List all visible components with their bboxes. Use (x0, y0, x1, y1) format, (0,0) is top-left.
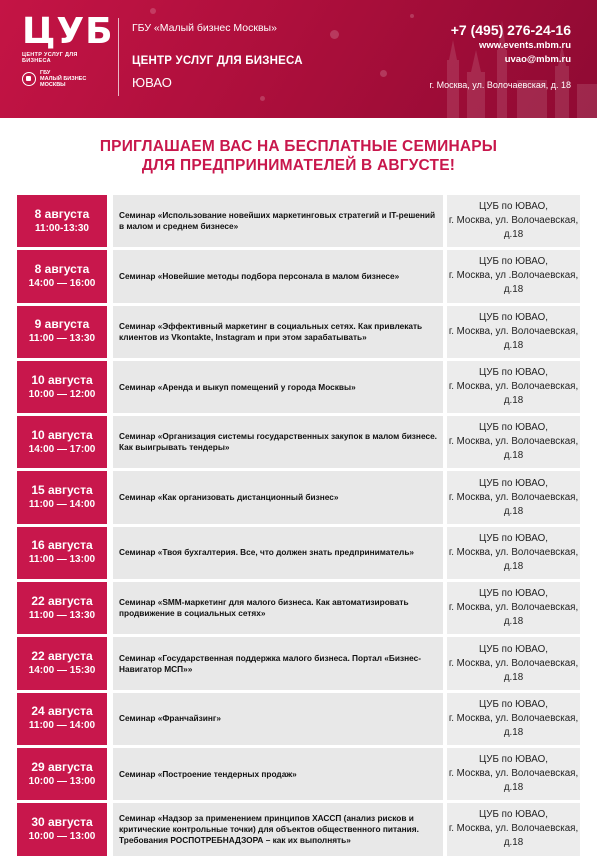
email-link[interactable]: uvao@mbm.ru (504, 54, 571, 65)
seminar-date: 30 августа (31, 814, 93, 829)
location-line: д.18 (503, 284, 524, 296)
seminar-date: 8 августа (34, 261, 90, 276)
location-cell (447, 250, 580, 304)
location-line: ЦУБ по ЮВАО, (479, 643, 548, 655)
seminar-time: 10:00 — 12:00 (28, 388, 96, 400)
date-cell (17, 582, 107, 636)
center-title: ЦЕНТР УСЛУГ ДЛЯ БИЗНЕСА (132, 55, 303, 67)
location-line: ЦУБ по ЮВАО, (479, 809, 548, 821)
location-line: д.18 (503, 616, 524, 628)
seminar-schedule-table (17, 194, 580, 858)
date-cell (17, 250, 107, 304)
seminar-title: Семинар «Эффективный маркетинг в социальных сетях. Как привлекать клиентов из Vkontakte, Instagram и при этом зарабатывать» (113, 306, 443, 360)
address: г. Москва, ул. Волочаевская, д. 18 (429, 80, 571, 90)
mbm-logo (22, 70, 86, 88)
title-line: ДЛЯ ПРЕДПРИНИМАТЕЛЕЙ В АВГУСТЕ! (141, 157, 456, 174)
date-cell (17, 195, 107, 249)
seminar-time: 11:00 — 13:00 (28, 554, 96, 566)
seminar-title: Семинар «SMM-маркетинг для малого бизнеса. Как автоматизировать продвижение в социальных сетях» (113, 582, 443, 636)
mbm-logo-line: МАЛЫЙ БИЗНЕС (40, 76, 87, 82)
table-row (17, 526, 580, 581)
mbm-logo-line: МОСКВЫ (40, 82, 66, 88)
location-line: ЦУБ по ЮВАО, (479, 532, 548, 544)
seminar-date: 24 августа (31, 704, 93, 719)
decor-dot (150, 8, 156, 14)
seminar-title: Семинар «Франчайзинг» (113, 693, 443, 747)
location-cell (447, 582, 580, 636)
seminar-time: 14:00 — 15:30 (28, 665, 96, 677)
table-row (17, 305, 580, 360)
location-line: д.18 (503, 395, 524, 407)
location-line: г. Москва, ул .Волочаевская, (448, 270, 579, 282)
seminar-title: Семинар «Как организовать дистанционный бизнес» (113, 471, 443, 525)
location-line: г. Москва, ул. Волочаевская, (448, 381, 579, 393)
location-line: д.18 (503, 339, 524, 351)
seminar-time: 14:00 — 16:00 (28, 277, 96, 289)
location-cell (447, 416, 580, 470)
location-line: г. Москва, ул. Волочаевская, (448, 768, 579, 780)
table-row (17, 415, 580, 470)
district-name: ЮВАО (132, 75, 172, 90)
logo-subtitle: ЦЕНТР УСЛУГ ДЛЯ БИЗНЕСА (22, 52, 78, 64)
location-cell (447, 306, 580, 360)
seminar-title: Семинар «Использование новейших маркетинговых стратегий и IT-решений в малом и среднем бизнесе» (113, 195, 443, 249)
seminar-title: Семинар «Надзор за применением принципов ХАССП (анализ рисков и критические контрольные точки) для объектов общественного питания. Требования РОСПОТРЕБНАДЗОРА – как их выполнять» (113, 803, 443, 857)
page-title (0, 137, 597, 175)
location-line: ЦУБ по ЮВАО, (479, 422, 548, 434)
location-line: г. Москва, ул. Волочаевская, (448, 215, 579, 227)
date-cell (17, 748, 107, 802)
seminar-date: 16 августа (31, 538, 93, 553)
date-cell (17, 416, 107, 470)
seminar-date: 22 августа (31, 649, 93, 664)
location-line: г. Москва, ул. Волочаевская, (448, 657, 579, 669)
date-cell (17, 527, 107, 581)
seminar-date: 8 августа (34, 206, 90, 221)
location-line: г. Москва, ул. Волочаевская, (448, 491, 579, 503)
location-line: д.18 (503, 560, 524, 572)
seminar-time: 10:00 — 13:00 (28, 830, 96, 842)
location-cell (447, 527, 580, 581)
location-line: г. Москва, ул. Волочаевская, (448, 546, 579, 558)
location-cell (447, 195, 580, 249)
location-line: д.18 (503, 671, 524, 683)
location-cell (447, 748, 580, 802)
seminar-title: Семинар «Твоя бухгалтерия. Все, что должен знать предприниматель» (113, 527, 443, 581)
table-row (17, 802, 580, 857)
location-line: г. Москва, ул. Волочаевская, (448, 325, 579, 337)
logo-mark: ЦУБ (22, 11, 114, 52)
seminar-title: Семинар «Построение тендерных продаж» (113, 748, 443, 802)
table-row (17, 692, 580, 747)
seminar-title: Семинар «Организация системы государственных закупок в малом бизнесе. Как выигрывать тендеры» (113, 416, 443, 470)
location-line: ЦУБ по ЮВАО, (479, 256, 548, 268)
title-line: ПРИГЛАШАЕМ ВАС НА БЕСПЛАТНЫЕ СЕМИНАРЫ (99, 138, 498, 155)
location-line: ЦУБ по ЮВАО, (479, 698, 548, 710)
seminar-date: 10 августа (31, 372, 93, 387)
location-line: д.18 (503, 229, 524, 241)
location-line: ЦУБ по ЮВАО, (479, 311, 548, 323)
seminar-time: 11:00 — 13:30 (28, 609, 96, 621)
header-divider (118, 18, 119, 96)
decor-dot (330, 30, 339, 39)
location-line: г. Москва, ул. Волочаевская, (448, 712, 579, 724)
seminar-time: 10:00 — 13:00 (28, 775, 96, 787)
table-row (17, 360, 580, 415)
seminar-date: 29 августа (31, 759, 93, 774)
table-row (17, 470, 580, 525)
table-row (17, 194, 580, 249)
mbm-emblem-icon (22, 72, 36, 86)
location-line: д.18 (503, 505, 524, 517)
seminar-title: Семинар «Государственная поддержка малого бизнеса. Портал «Бизнес-Навигатор МСП»» (113, 637, 443, 691)
location-line: д.18 (503, 450, 524, 462)
seminar-title: Семинар «Новейшие методы подбора персонала в малом бизнесе» (113, 250, 443, 304)
seminar-title: Семинар «Аренда и выкуп помещений у города Москвы» (113, 361, 443, 415)
location-line: ЦУБ по ЮВАО, (479, 588, 548, 600)
organization-name: ГБУ «Малый бизнес Москвы» (132, 22, 277, 34)
seminar-date: 22 августа (31, 593, 93, 608)
table-row (17, 636, 580, 691)
table-row (17, 747, 580, 802)
location-line: ЦУБ по ЮВАО, (479, 754, 548, 766)
website-link[interactable]: www.events.mbm.ru (478, 40, 571, 51)
seminar-time: 14:00 — 17:00 (28, 443, 96, 455)
location-line: ЦУБ по ЮВАО, (479, 477, 548, 489)
location-line: г. Москва, ул. Волочаевская, (448, 823, 579, 835)
seminar-time: 11:00 — 14:00 (28, 720, 96, 732)
seminar-time: 11:00 — 13:30 (28, 333, 96, 345)
date-cell (17, 361, 107, 415)
date-cell (17, 693, 107, 747)
seminar-date: 9 августа (34, 317, 90, 332)
location-line: ЦУБ по ЮВАО, (479, 367, 548, 379)
location-line: д.18 (503, 726, 524, 738)
location-line: д.18 (503, 782, 524, 794)
decor-dot (380, 70, 387, 77)
decor-dot (410, 14, 414, 18)
table-row (17, 581, 580, 636)
location-line: д.18 (503, 837, 524, 849)
date-cell (17, 306, 107, 360)
date-cell (17, 471, 107, 525)
decor-dot (260, 96, 265, 101)
seminar-date: 15 августа (31, 483, 93, 498)
location-cell (447, 693, 580, 747)
mbm-logo-line: ГБУ (40, 70, 51, 76)
header-banner (0, 0, 597, 118)
location-cell (447, 471, 580, 525)
location-cell (447, 803, 580, 857)
seminar-time: 11:00-13:30 (35, 222, 89, 234)
date-cell (17, 803, 107, 857)
phone-number: +7 (495) 276-24-16 (450, 22, 571, 38)
date-cell (17, 637, 107, 691)
table-row (17, 249, 580, 304)
seminar-date: 10 августа (31, 427, 93, 442)
location-line: г. Москва, ул. Волочаевская, (448, 602, 579, 614)
location-cell (447, 637, 580, 691)
location-line: ЦУБ по ЮВАО, (479, 201, 548, 213)
cub-logo (22, 11, 114, 64)
location-cell (447, 361, 580, 415)
seminar-time: 11:00 — 14:00 (28, 499, 96, 511)
location-line: г. Москва, ул. Волочаевская, (448, 436, 579, 448)
